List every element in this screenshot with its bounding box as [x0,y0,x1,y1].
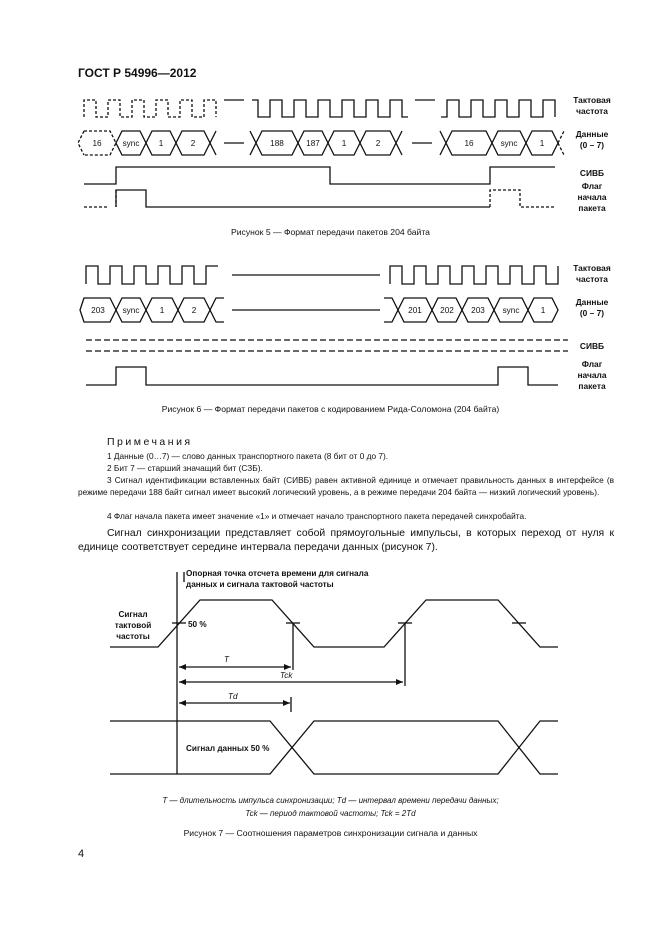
fig5-clock-label: частота [576,106,608,116]
fig6-cell: 202 [440,306,454,315]
document-id: ГОСТ Р 54996—2012 [78,66,197,80]
fig5-cell: sync [500,139,518,148]
fig6-cell: 203 [91,306,105,315]
fig6-flag-label: пакета [578,381,606,391]
fig6-data-label: Данные [575,297,609,307]
fig6-cell: 203 [471,306,485,315]
fig6-data-label: (0 – 7) [579,308,605,318]
fig5-cell: 1 [539,139,545,148]
fig5-data-label: (0 – 7) [579,140,605,150]
fig5-cell: 16 [92,139,102,148]
fig6-cell: sync [122,306,140,315]
fig7-T-label: T [224,655,230,664]
body-paragraph: Сигнал синхронизации представляет собой прямоугольные импульсы, в которых переход от нуля к единице соответствует середине интервала передачи данных (рисунок 7). [78,528,614,553]
fig5-flag-label: начала [577,192,607,202]
note-item: 2 Бит 7 — старший значащий бит (СЗБ). [107,463,263,473]
note-item: 1 Данные (0…7) — слово данных транспортного пакета (8 бит от 0 до 7). [107,451,389,461]
fig5-cell: 16 [464,139,474,148]
fig5-sivb-label: СИВБ [579,168,605,178]
fig6-cell: sync [502,306,520,315]
fig6-clock-label: частота [576,274,608,284]
fig6-clock-label: Тактовая [573,263,611,273]
fig6-flag-label: Флаг [581,359,603,369]
fig5-cell: 2 [375,139,381,148]
fig7-clock-label: тактовой [114,621,152,630]
fig5-cell: 187 [306,139,320,148]
figure-6-caption: Рисунок 6 — Формат передачи пакетов с кодированием Рида-Соломона (204 байта) [161,404,500,414]
note-item: 3 Сигнал идентификации вставленных байт (СИВБ) равен активной единице и отмечает правильность данных в интерфейсе (в режиме передачи 188 байт сигнал имеет высокий логический уровень, а в режиме передачи 204 байта — низкий логический уровень). [78,475,614,497]
fig6-flag-label: начала [577,370,607,380]
fig7-legend-line: T — длительность импульса синхронизации; Td — интервал времени передачи данных; [162,796,499,805]
fig5-cell: 2 [190,139,196,148]
fig7-legend-line: Tck — период тактовой частоты; Tck = 2Td [245,809,416,818]
fig7-data-label: Сигнал данных 50 % [186,744,270,753]
figure-7-caption: Рисунок 7 — Соотношения параметров синхронизации сигнала и данных [183,828,478,838]
note-item: 4 Флаг начала пакета имеет значение «1» и отмечает начало транспортного пакета передачей синхробайта. [107,511,527,521]
page-number: 4 [78,848,85,860]
fig6-cell: 1 [159,306,165,315]
fig7-Td-label: Td [228,692,238,701]
fig5-cell: sync [122,139,140,148]
fig6-cell: 201 [408,306,422,315]
fig6-sivb-label: СИВБ [579,341,605,351]
fig7-clock-label: частоты [116,632,150,641]
fig7-clock-percent: 50 % [188,620,207,629]
fig7-ref-point-label: данных и сигнала тактовой частоты [186,580,334,589]
fig6-cell: 2 [191,306,197,315]
fig7-clock-label: Сигнал [118,610,148,619]
figure-5-caption: Рисунок 5 — Формат передачи пакетов 204 байта [231,227,430,237]
fig5-clock-label: Тактовая [573,95,611,105]
fig6-cell: 1 [540,306,546,315]
fig5-cell: 1 [158,139,164,148]
fig5-cell: 1 [341,139,347,148]
fig5-flag-label: пакета [578,203,606,213]
fig5-data-label: Данные [575,129,609,139]
fig7-Tck-label: Tck [280,671,293,680]
fig7-ref-point-label: Опорная точка отсчета времени для сигнала [186,569,369,578]
notes-title: Примечания [107,436,193,448]
fig5-cell: 188 [270,139,284,148]
fig5-flag-label: Флаг [581,181,603,191]
